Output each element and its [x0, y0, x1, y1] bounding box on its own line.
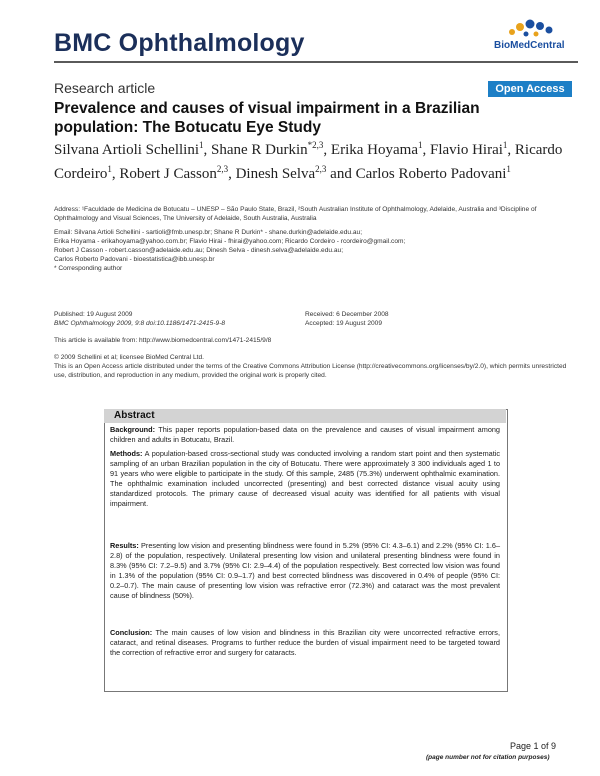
- published-date: Published: 19 August 2009: [54, 311, 133, 318]
- author-name: Robert J Casson: [119, 166, 217, 182]
- article-type: Research article: [54, 80, 156, 96]
- results-text: Presenting low vision and presenting blindness were found in 5.2% (95% CI: 4.3–6.1) and 2.2% (95% CI: 1.6–2.8) of the population, respectively. Unilateral presenting low vision and unilateral presenting blindness were found in 8.3% (95% CI: 7.2–9.5) and 3.7% (95% CI: 2.9–4.4) of the population respectively. Best corrected low vision was found in 1.3% of the population (95% CI: 0.9–1.7) and best corrected blindness was discovered in 0.4% of people (95% CI: 0.2–0.7). The main cause of presenting low vision was refractive error (72.3%) and cataract was the most prevalent cause of blindness (50%).: [110, 541, 500, 600]
- author-affiliation: 1: [502, 140, 508, 150]
- abstract-background: [110, 425, 500, 445]
- author-list: Silvana Artioli Schellini$^1$, Shane R Durkin$^{*2,3}$, Erika Hoyama$^1$, Flavio Hirai$^1$, Ricardo Cordeiro$^1$, Robert J Casson$^{2,3}$, Dinesh Selva$^{2,3}$ and Carlos Roberto Padovani$^1$: [54, 140, 563, 182]
- author-name: Silvana Artioli Schellini: [54, 142, 199, 158]
- page-number: Page 1 of 9: [510, 741, 557, 751]
- author-name: Shane R Durkin: [211, 142, 308, 158]
- email-line: Robert J Casson - robert.casson@adelaide.edu.au; Dinesh Selva - dinesh.selva@adelaide.edu.au;: [54, 247, 344, 254]
- affiliations: Address: ¹Faculdade de Medicina de Botucatu – UNESP – São Paulo State, Brazil, ²South Australian Institute of Ophthalmology, Adelaide, Australia and ³Discipline of Ophthalmology and Visual Sciences, The University of Adelaide, South Australia, Australia: [54, 206, 537, 222]
- copyright-block: [54, 353, 574, 380]
- methods-text: A population-based cross-sectional study was conducted involving a random start point and then systematic sampling of an urban Brazilian population in the city of Botucatu. There were approximately 3 300 individuals aged 1 to 91 years who were eligible to participate in the study. Of this sample, 2485 (75.3%) underwent ophthalmic examination. The ophthalmic examination included uncorrected (presenting) and best corrected distance visual acuity using standardized protocols. The primary cause of decreased visual acuity was identified for all patients with visual impairment.: [110, 449, 500, 508]
- email-line: Email: Silvana Artioli Schellini - sartioli@fmb.unesp.br; Shane R Durkin* - shane.durkin@adelaide.edu.au;: [54, 229, 363, 236]
- availability-link[interactable]: This article is available from: http://www.biomedcentral.com/1471-2415/9/8: [54, 337, 272, 344]
- publication-info: [54, 310, 304, 328]
- author-affiliation: *2,3: [307, 140, 324, 150]
- journal-title: BMC Ophthalmology: [54, 29, 305, 57]
- background-text: This paper reports population-based data on the prevalence and causes of visual impairment among children and adults in Botucatu, Brazil.: [110, 425, 500, 444]
- logo-text-biomed: BioMed: [494, 40, 531, 51]
- author-affiliation: 1: [199, 140, 204, 150]
- results-label: Results:: [110, 541, 139, 550]
- author-name: Carlos Roberto Padovani: [355, 166, 507, 182]
- corresponding-note: * Corresponding author: [54, 265, 123, 272]
- history-info: [305, 310, 555, 328]
- accepted-date: Accepted: 19 August 2009: [305, 320, 382, 327]
- author-name: Flavio Hirai: [429, 142, 503, 158]
- open-access-badge: Open Access: [488, 81, 572, 97]
- conclusion-text: The main causes of low vision and blindness in this Brazilian city were uncorrected refractive errors, cataract, and retinal diseases. Programs to further reduce the burden of visual impairment need to be targeted toward the correction of refractive error and surgery for cataracts.: [110, 628, 500, 657]
- author-name: Dinesh Selva: [235, 166, 316, 182]
- author-affiliation: 2,3: [216, 164, 229, 174]
- author-name: Erika Hoyama: [330, 142, 418, 158]
- page-note: (page number not for citation purposes): [426, 754, 550, 761]
- logo-dots-icon: [506, 19, 558, 41]
- conclusion-label: Conclusion:: [110, 628, 153, 637]
- abstract-results: [110, 541, 500, 601]
- citation: BMC Ophthalmology 2009, 9:8 doi:10.1186/1471-2415-9-8: [54, 320, 226, 327]
- abstract-methods: [110, 449, 500, 509]
- biomed-central-logo: [494, 19, 570, 53]
- abstract-heading: Abstract: [104, 409, 506, 423]
- author-affiliation: 1: [417, 140, 423, 150]
- author-affiliation: 1: [107, 164, 112, 174]
- received-date: Received: 6 December 2008: [305, 311, 389, 318]
- author-name: Ricardo Cordeiro: [54, 142, 563, 182]
- logo-text-central: Central: [530, 40, 565, 51]
- email-line: Carlos Roberto Padovani - bioestatistica@ibb.unesp.br: [54, 256, 215, 263]
- copyright-line: © 2009 Schellini et al; licensee BioMed Central Ltd.: [54, 354, 205, 361]
- abstract-conclusion: [110, 628, 500, 658]
- author-affiliation: 1: [506, 164, 511, 174]
- author-affiliation: 2,3: [315, 164, 327, 174]
- header-rule: [54, 61, 578, 63]
- article-title: Prevalence and causes of visual impairment in a Brazilian population: The Botucatu Eye Study: [54, 100, 480, 136]
- license-text: This is an Open Access article distributed under the terms of the Creative Commons Attribution License (http://creativecommons.org/licenses/by/2.0), which permits unrestricted use, distribution, and reproduction in any medium, provided the original work is properly cited.: [54, 363, 567, 379]
- email-line: Erika Hoyama - erikahoyama@yahoo.com.br; Flavio Hirai - fhirai@yahoo.com; Ricardo Cordeiro - rcordeiro@gmail.com;: [54, 238, 406, 245]
- background-label: Background:: [110, 425, 155, 434]
- email-list: [54, 228, 574, 273]
- methods-label: Methods:: [110, 449, 143, 458]
